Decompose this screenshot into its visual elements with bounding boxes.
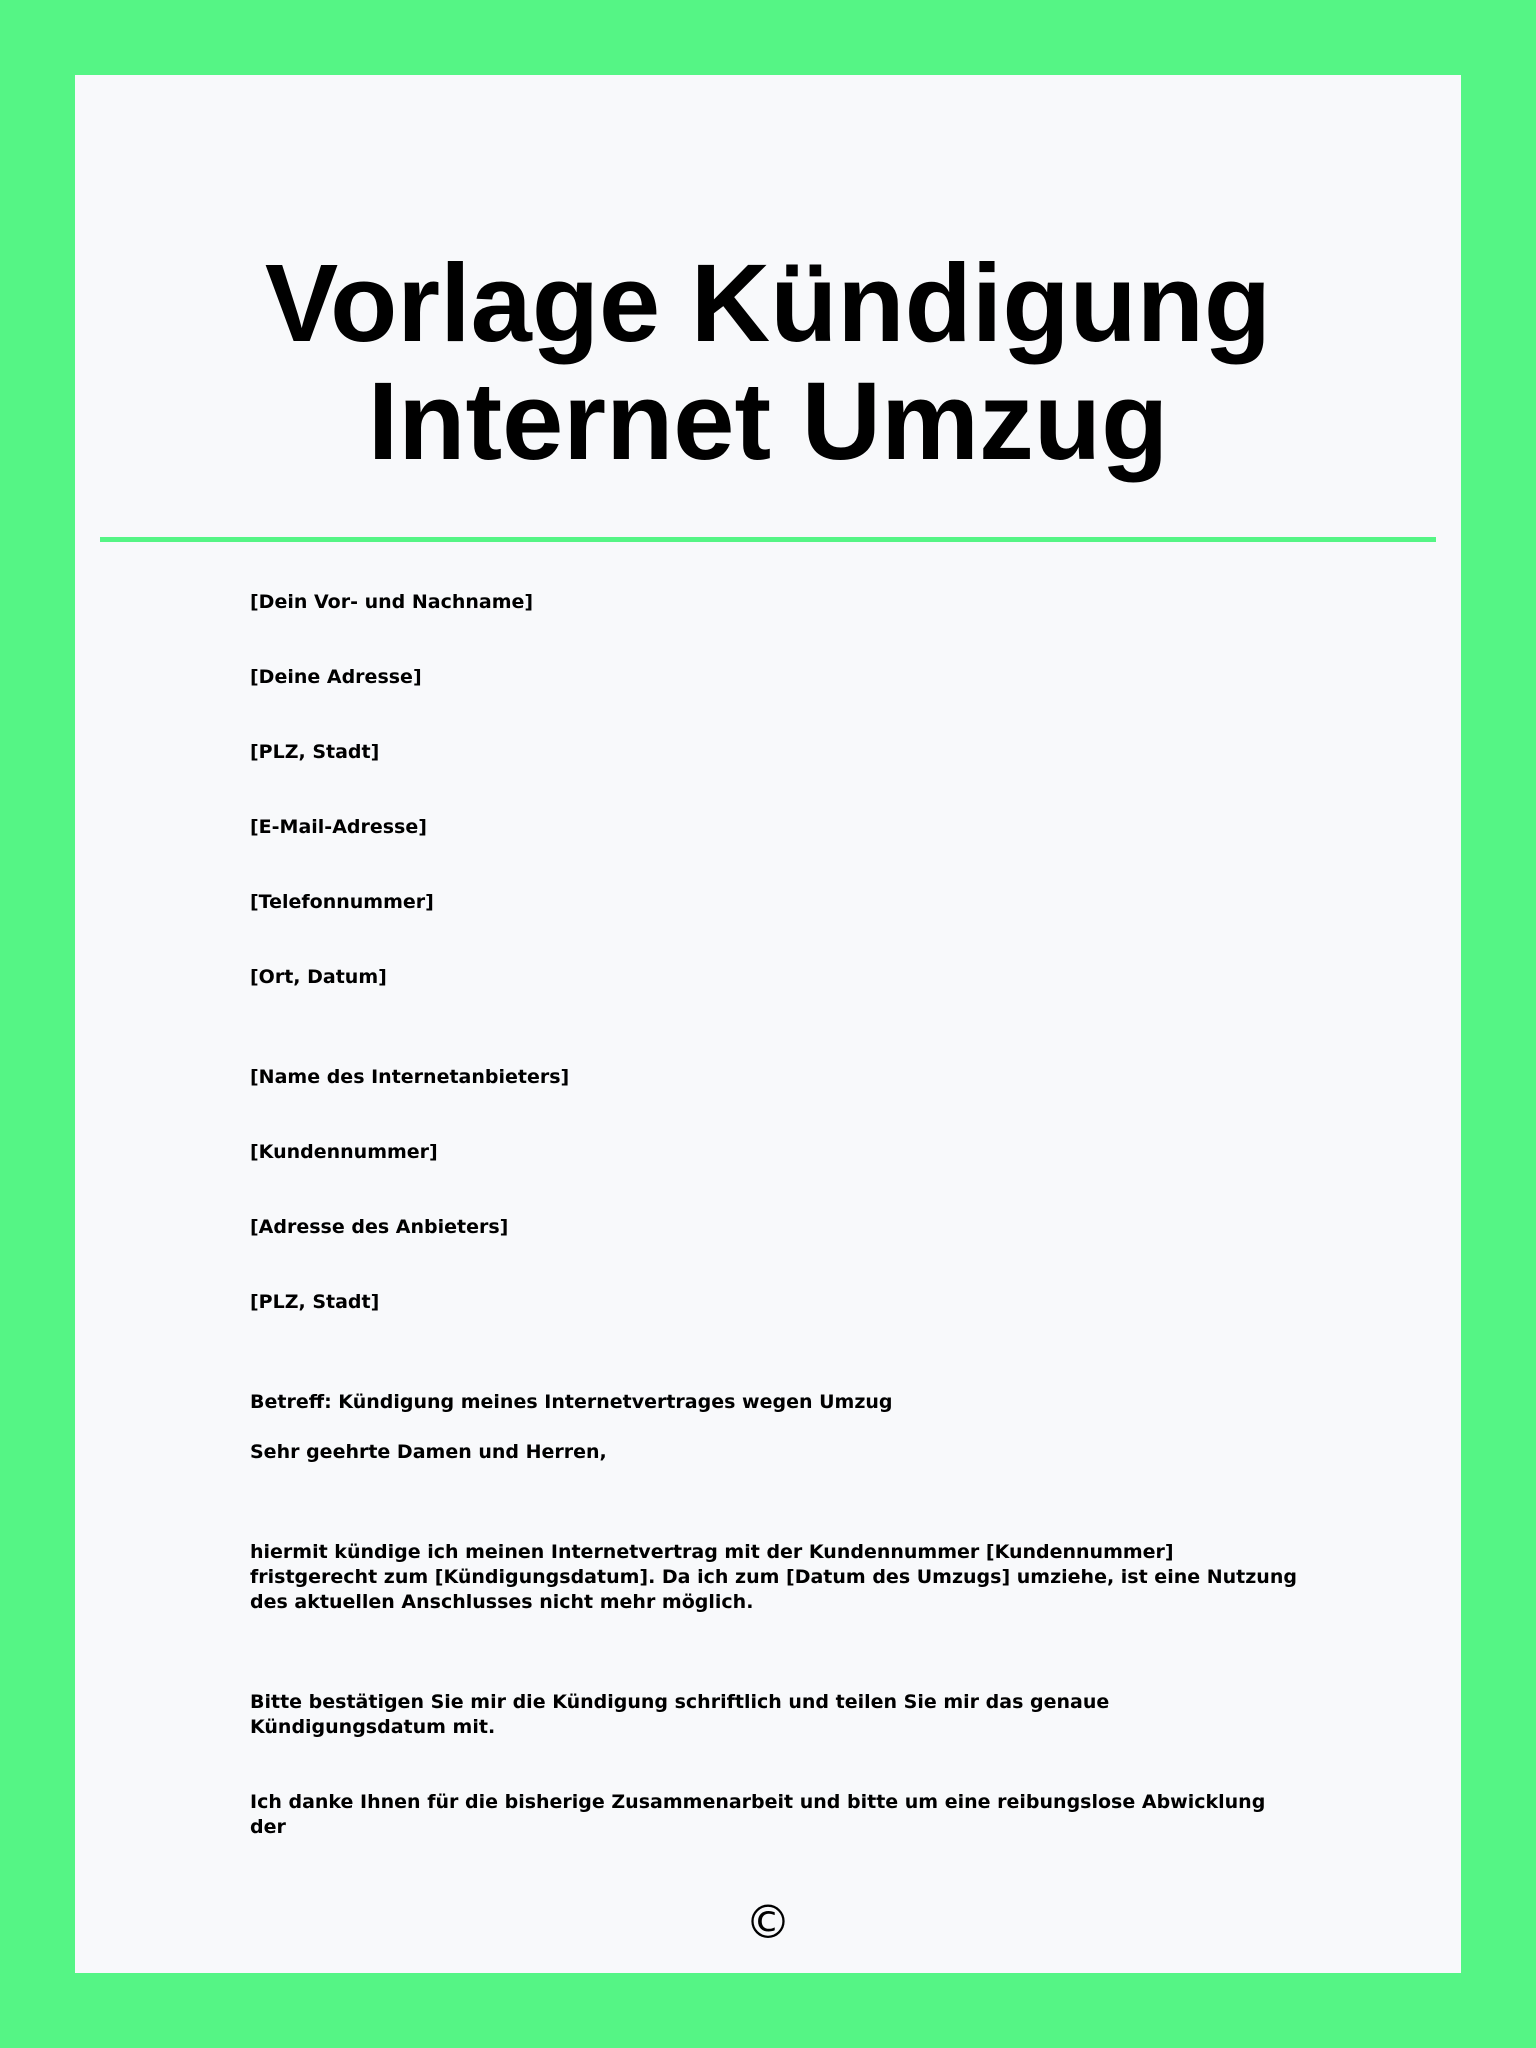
- letter-paragraph-1: hiermit kündige ich meinen Internetvertrag mit der Kundennummer [Kundennummer] fristgerecht zum [Kündigungsdatum]. Da ich zum [Datum des Umzugs] umziehe, ist eine Nutzung des aktuellen Anschlusses nicht mehr möglich.: [250, 1541, 1297, 1613]
- sender-name: [Dein Vor- und Nachname]: [250, 591, 534, 613]
- sender-email: [E-Mail-Adresse]: [250, 816, 427, 838]
- sender-zip-city: [PLZ, Stadt]: [250, 741, 380, 763]
- recipient-provider-name: [Name des Internetanbieters]: [250, 1066, 570, 1088]
- letter-salutation: Sehr geehrte Damen und Herren,: [250, 1441, 607, 1463]
- recipient-zip-city: [PLZ, Stadt]: [250, 1291, 380, 1313]
- letter-paragraph-2: Bitte bestätigen Sie mir die Kündigung schriftlich und teilen Sie mir das genaue Kündigungsdatum mit.: [250, 1691, 1110, 1738]
- sender-phone: [Telefonnummer]: [250, 891, 434, 913]
- document-page: [75, 75, 1461, 1973]
- document-title: Vorlage Kündigung Internet Umzug: [264, 242, 1272, 483]
- copyright-symbol: ©: [745, 1895, 791, 1949]
- recipient-customer-number: [Kundennummer]: [250, 1141, 438, 1163]
- letter-paragraph-3: Ich danke Ihnen für die bisherige Zusammenarbeit und bitte um eine reibungslose Abwicklung der: [250, 1791, 1266, 1838]
- sender-address: [Deine Adresse]: [250, 666, 422, 688]
- letter-subject: Betreff: Kündigung meines Internetvertrages wegen Umzug: [250, 1391, 893, 1413]
- place-date: [Ort, Datum]: [250, 966, 387, 988]
- title-divider: [100, 537, 1436, 542]
- recipient-address: [Adresse des Anbieters]: [250, 1216, 509, 1238]
